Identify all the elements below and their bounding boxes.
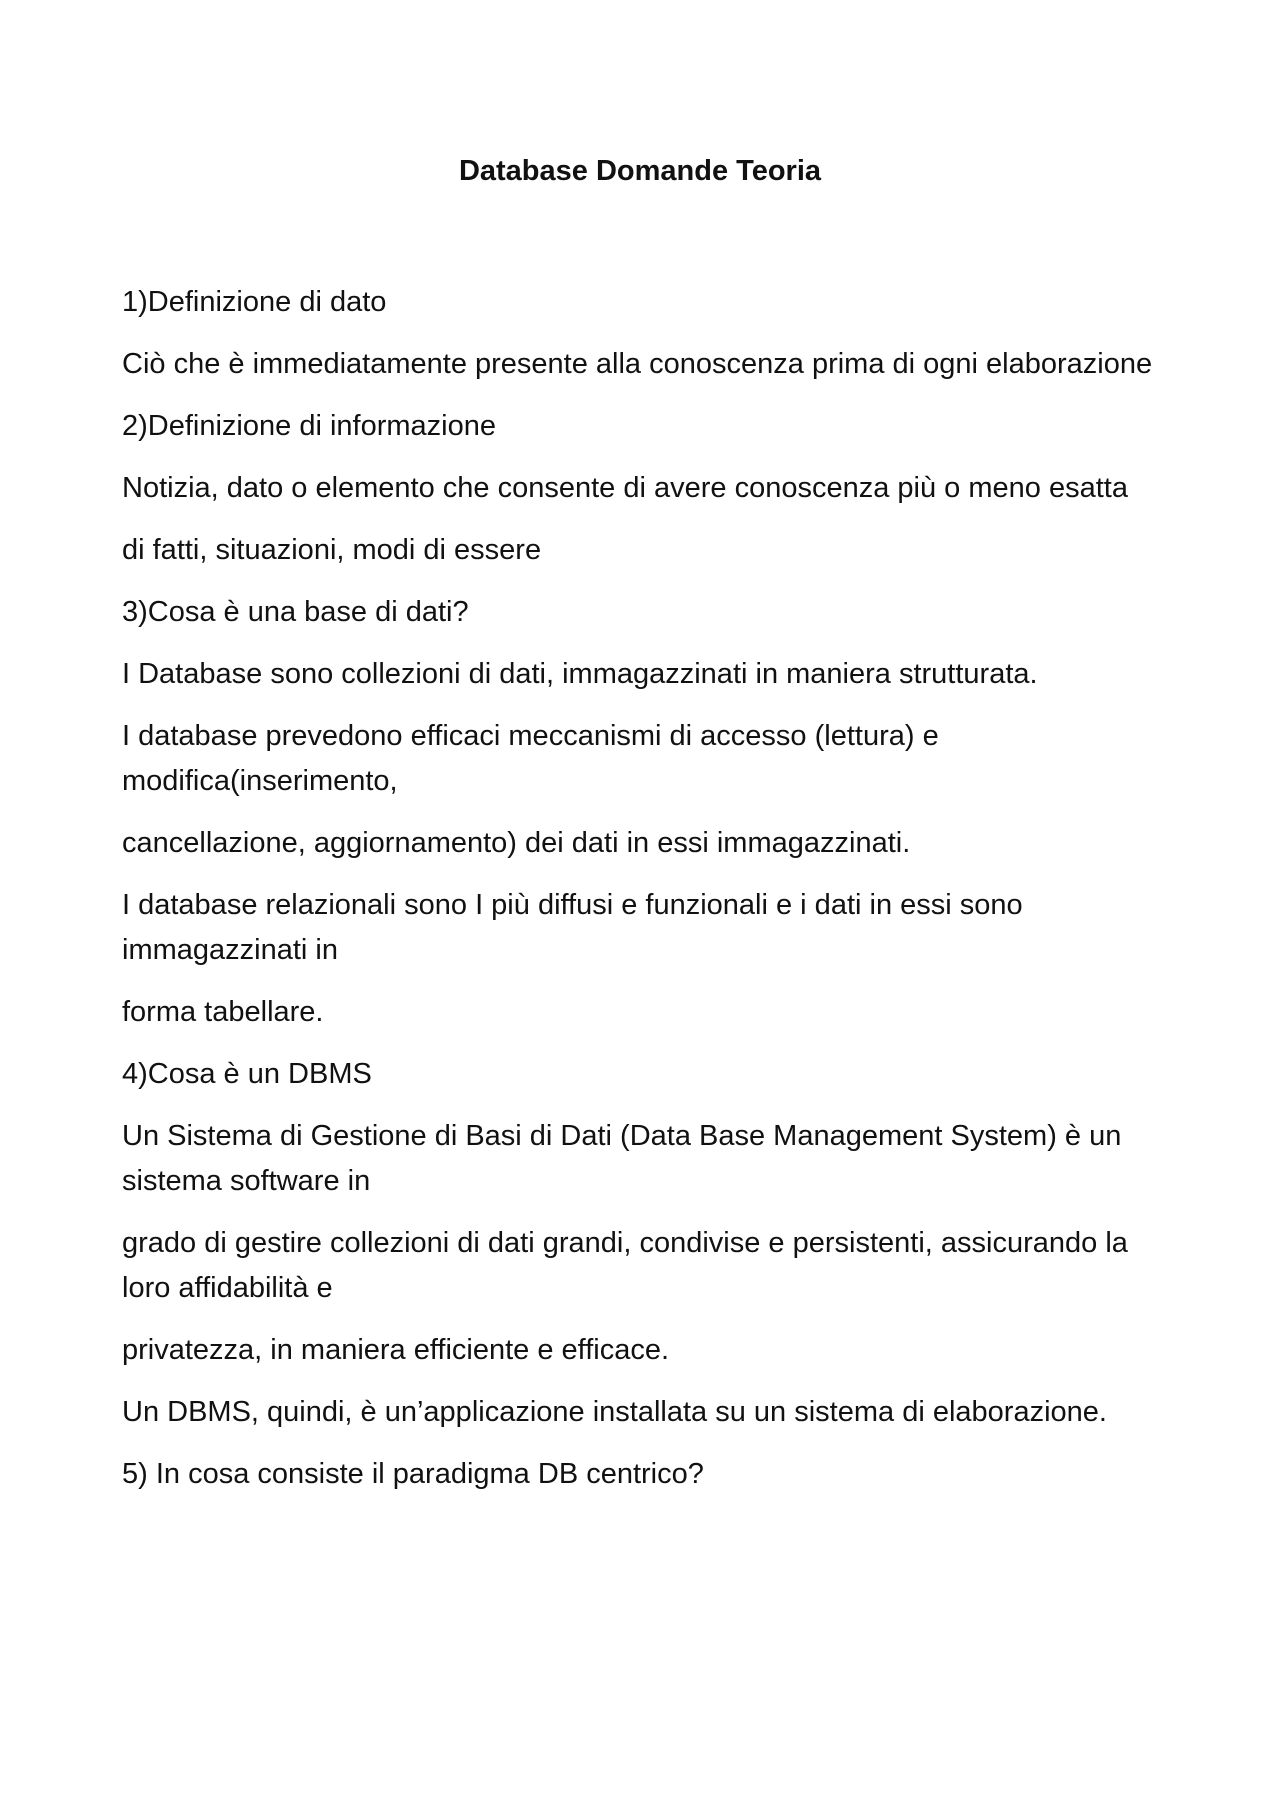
paragraph: Ciò che è immediatamente presente alla conoscenza prima di ogni elaborazione xyxy=(122,348,1153,380)
paragraph: Un Sistema di Gestione di Basi di Dati (Data Base Management System) è un sistema software in xyxy=(122,1120,1122,1197)
paragraph: I database prevedono efficaci meccanismi di accesso (lettura) e modifica(inserimento, xyxy=(122,720,939,797)
document-title: Database Domande Teoria xyxy=(458,155,822,187)
paragraph: grado di gestire collezioni di dati grandi, condivise e persistenti, assicurando la loro affidabilità e xyxy=(122,1227,1128,1304)
paragraph: di fatti, situazioni, modi di essere xyxy=(122,534,542,566)
paragraph: 5) In cosa consiste il paradigma DB centrico? xyxy=(122,1458,704,1490)
paragraph: forma tabellare. xyxy=(122,996,324,1028)
paragraph: 3)Cosa è una base di dati? xyxy=(122,596,469,628)
paragraph: 1)Definizione di dato xyxy=(122,286,387,318)
paragraph: Un DBMS, quindi, è un’applicazione installata su un sistema di elaborazione. xyxy=(122,1396,1107,1428)
paragraph: 2)Definizione di informazione xyxy=(122,410,496,442)
paragraph: 4)Cosa è un DBMS xyxy=(122,1058,372,1090)
paragraph: Notizia, dato o elemento che consente di avere conoscenza più o meno esatta xyxy=(122,472,1128,504)
document-body xyxy=(122,280,1162,1514)
paragraph: privatezza, in maniera efficiente e efficace. xyxy=(122,1334,670,1366)
paragraph: cancellazione, aggiornamento) dei dati in essi immagazzinati. xyxy=(122,827,911,859)
paragraph: I database relazionali sono I più diffusi e funzionali e i dati in essi sono immagazzinati in xyxy=(122,889,1023,966)
paragraph: I Database sono collezioni di dati, immagazzinati in maniera strutturata. xyxy=(122,658,1038,690)
